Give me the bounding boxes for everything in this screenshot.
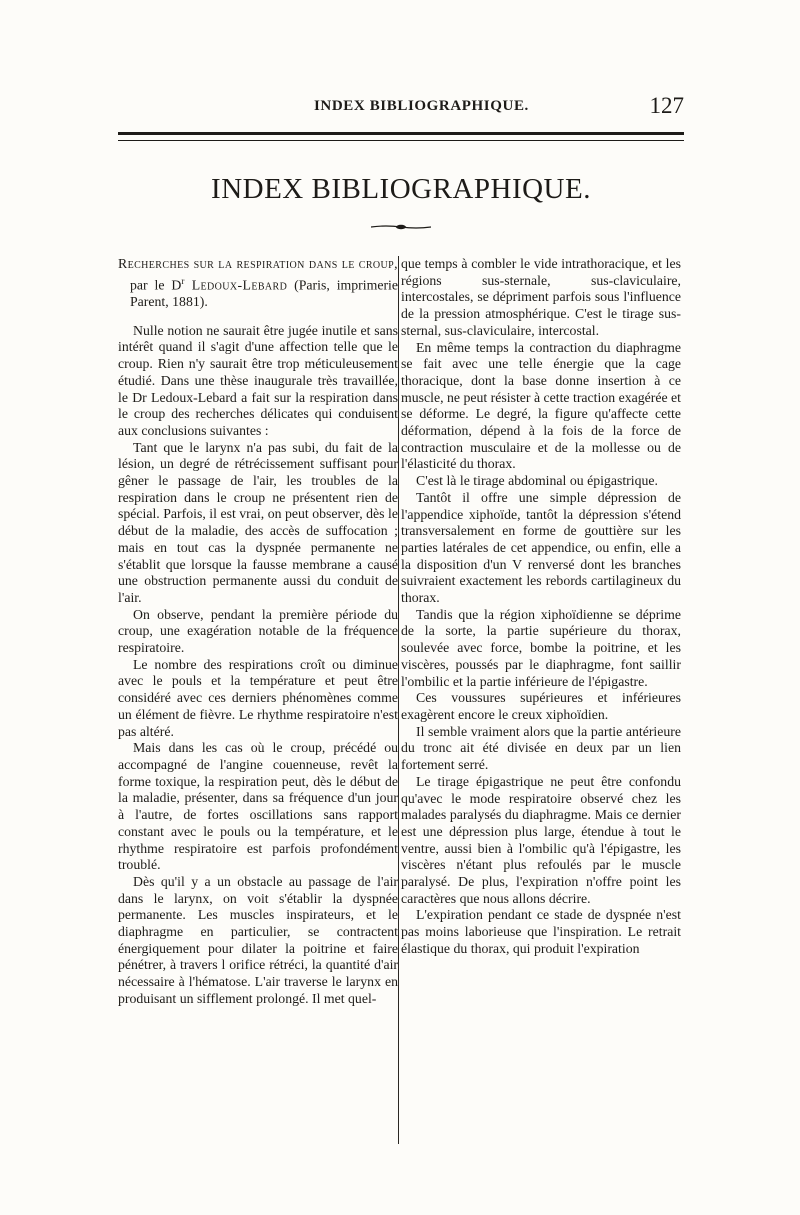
entry-by: par le D <box>130 277 182 293</box>
paragraph: Nulle notion ne saurait être jugée inutile et sans intérêt quand il s'agit d'une affection telle que le croup. Rien n'y saurait être trop méticuleusement étudié. Dans une thèse inaugurale très travaillée, le Dr Ledoux-Lebard a fait sur la respiration dans le croup des recherches délicates qui conduisent aux conclusions suivantes : <box>118 322 398 438</box>
paragraph: Le nombre des respirations croît ou diminue avec le pouls et la température et peut être considéré avec ces derniers phénomènes comme un élément de fièvre. Le rhythme respiratoire n'est pas altéré. <box>118 656 398 739</box>
paragraph: En même temps la contraction du diaphragme se fait avec une telle énergie que la cage thoracique, dont la base donne insertion à ce muscle, ne peut résister à cette traction exagérée et se déforme. Le degré, la figure qu'affecte cette déformation, dépend à la fois de la force de contraction musculaire et de la mollesse ou de l'élasticité du thorax. <box>401 339 682 472</box>
paragraph: C'est là le tirage abdominal ou épigastrique. <box>416 473 658 489</box>
entry-publication: (Paris, imprimerie Parent, 1881). <box>130 277 398 309</box>
right-column <box>401 256 681 958</box>
bibliographic-entry-heading <box>118 256 398 311</box>
paragraph: Tantôt il offre une simple dépression de l'appendice xiphoïde, tantôt la dépression s'étend transversalement en forme de gouttière sur les parties latérales de cet appendice, ou enfin, elle a la disposition d'un V renversé dont les branches suivraient exactement les rebords cartilagineux du thorax. <box>401 489 681 606</box>
running-title: INDEX BIBLIOGRAPHIQUE. <box>314 98 529 114</box>
paragraph: On observe, pendant la première période du croup, une exagération notable de la fréquence respiratoire. <box>118 606 398 656</box>
paragraph: Il semble vraiment alors que la partie antérieure du tronc ait été divisée en deux par un lien fortement serré. <box>401 723 681 773</box>
paragraph: Tandis que la région xiphoïdienne se déprime de la sorte, la partie supérieure du thorax, soulevée avec force, bombe la poitrine, et les viscères, poussés par le diaphragme, font saillir l'ombilic et la partie inférieure de l'épigastre. <box>401 606 681 689</box>
page-number: 127 <box>649 93 684 118</box>
page-title: INDEX BIBLIOGRAPHIQUE. <box>211 173 591 205</box>
paragraph: L'expiration pendant ce stade de dyspnée n'est pas moins laborieuse que l'inspiration. Le retrait élastique du thorax, qui produit l'expiration <box>401 907 681 956</box>
entry-sup: r <box>181 275 185 286</box>
ornament-divider <box>371 224 431 230</box>
column-divider <box>398 256 399 1144</box>
paragraph: Ces voussures supérieures et inférieures exagèrent encore le creux xiphoïdien. <box>401 690 681 722</box>
paragraph: Tant que le larynx n'a pas subi, du fait de la lésion, un degré de rétrécissement suffisant pour gêner le passage de l'air, les troubles de la respiration dans le croup ne présentent rien de spécial. Parfois, il est vrai, on peut observer, dès le début de la maladie, des accès de suffocation ; mais en tout cas la dyspnée permanente ne s'établit que lorsque la fausse membrane a causé une obstruction permanente aussi du conduit de l'air. <box>118 439 398 605</box>
header-rule-thick <box>118 132 684 135</box>
left-column <box>118 256 398 1008</box>
paragraph: Mais dans les cas où le croup, précédé ou accompagné de l'angine couenneuse, revêt la forme toxique, la respiration peut, dès le début de la maladie, présenter, dans sa fréquence d'un jour à l'autre, de fortes oscillations sans rapport constant avec le pouls ou la température, et le rhythme respiratoire est parfois profondément troublé. <box>118 740 398 873</box>
entry-title: Recherches sur la respiration dans le croup, <box>118 256 398 271</box>
header-rule-thin <box>118 140 684 141</box>
entry-author: Ledoux-Lebard <box>184 277 288 293</box>
paragraph: Dès qu'il y a un obstacle au passage de l'air dans le larynx, on voit s'établir la dyspnée permanente. Les muscles inspirateurs, et le diaphragme en particulier, se contractent énergiquement pour dilater la poitrine et faire pénétrer, à travers l orifice rétréci, la quantité d'air nécessaire à l'hématose. L'air traverse le larynx en produisant un sifflement prolongé. Il met quel- <box>118 873 398 1006</box>
running-head <box>118 93 684 120</box>
paragraph: que temps à combler le vide intrathoracique, et les régions sus-sternale, sus-claviculaire, intercostales, se dépriment parfois sous l'influence de la pression atmosphérique. C'est le tirage sus-sternal, sus-claviculaire, intercostal. <box>401 256 681 338</box>
paragraph: Le tirage épigastrique ne peut être confondu qu'avec le mode respiratoire observé chez les malades paralysés du diaphragme. Mais ce dernier est une dépression plus large, étendue à tout le ventre, aussi bien à l'ombilic qu'à l'épigastre, les viscères n'étant plus refoulés par le muscle paralysé. De plus, l'expiration n'offre point les caractères que nous allons décrire. <box>401 773 681 906</box>
